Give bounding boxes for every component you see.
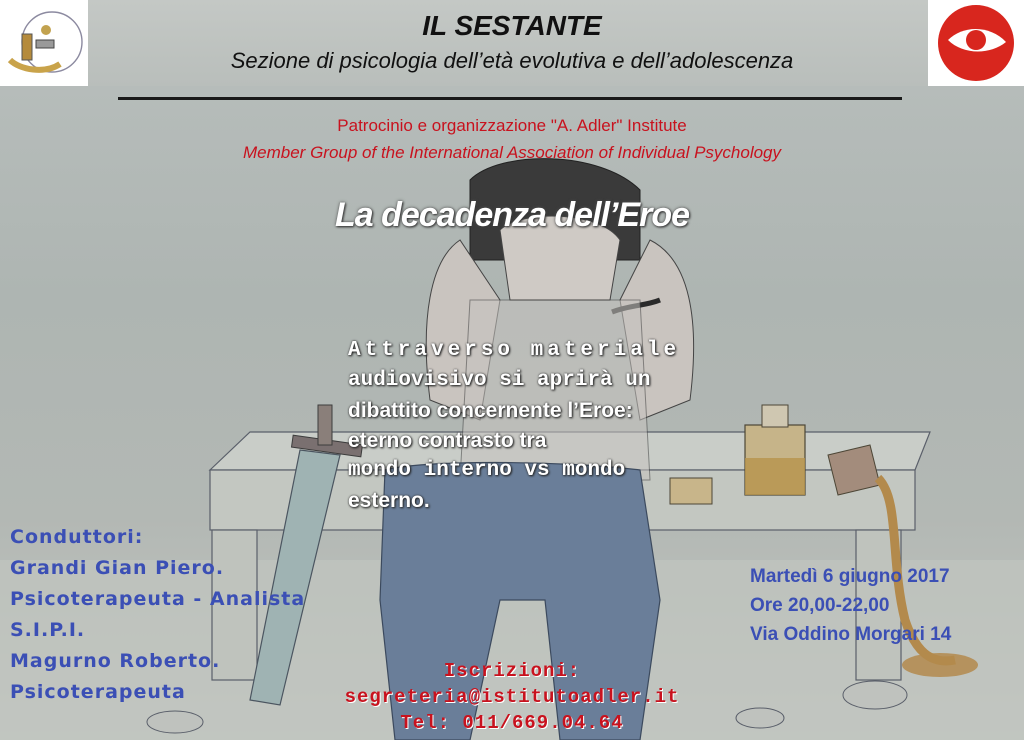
header-divider <box>118 97 902 100</box>
description-line: mondo interno vs mondo <box>348 459 626 482</box>
conductors-block <box>10 522 305 708</box>
description-line: dibattito concernente l’Eroe: <box>348 399 633 422</box>
membership-line: Member Group of the International Association of Individual Psychology <box>243 143 781 162</box>
registration-block <box>330 658 694 736</box>
event-description <box>348 336 718 516</box>
description-line: esterno. <box>348 489 430 512</box>
event-address: Via Oddino Morgari 14 <box>750 624 952 645</box>
description-line: Attraverso materiale <box>348 339 681 362</box>
conductors-heading: Conduttori: <box>10 526 144 548</box>
registration-phone[interactable]: Tel: 011/669.04.64 <box>400 712 624 734</box>
conductor-line: Psicoterapeuta <box>10 681 186 703</box>
event-time: Ore 20,00-22,00 <box>750 595 890 616</box>
event-date: Martedì 6 giugno 2017 <box>750 566 950 587</box>
conductor-line: Psicoterapeuta - Analista <box>10 588 306 610</box>
conductor-line: Grandi Gian Piero. <box>10 557 225 579</box>
conductor-line: Magurno Roberto. <box>10 650 221 672</box>
page-title: IL SESTANTE <box>422 10 602 41</box>
registration-email[interactable]: segreteria@istitutoadler.it <box>344 686 680 708</box>
registration-label: Iscrizioni: <box>443 660 581 682</box>
event-title: La decadenza dell’Eroe <box>334 196 690 234</box>
patronage-line: Patrocinio e organizzazione "A. Adler" Institute <box>337 116 687 135</box>
description-line: audiovisivo si aprirà un <box>348 369 651 392</box>
schedule-block <box>750 562 951 649</box>
page-subtitle: Sezione di psicologia dell’età evolutiva e dell’adolescenza <box>230 48 794 73</box>
description-line: eterno contrasto tra <box>348 429 547 452</box>
conductor-line: S.I.P.I. <box>10 619 86 641</box>
